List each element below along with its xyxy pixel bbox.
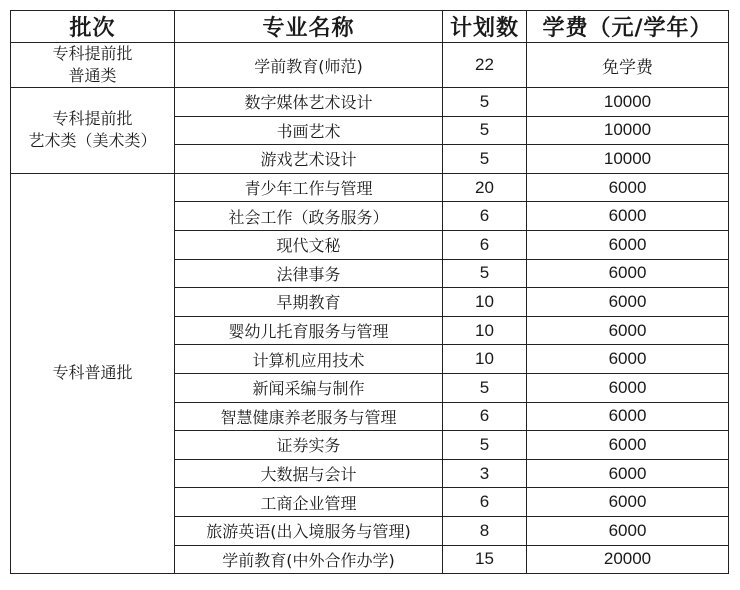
fee-cell: 20000 [527, 545, 729, 574]
major-cell: 学前教育(中外合作办学) [175, 545, 443, 574]
major-cell: 法律事务 [175, 259, 443, 288]
header-fee: 学费（元/学年） [527, 11, 729, 43]
major-cell: 书画艺术 [175, 116, 443, 145]
plan-cell: 5 [443, 259, 527, 288]
fee-cell: 6000 [527, 402, 729, 431]
fee-cell: 10000 [527, 88, 729, 117]
major-cell: 社会工作（政务服务） [175, 202, 443, 231]
fee-cell: 6000 [527, 288, 729, 317]
major-cell: 学前教育(师范) [175, 43, 443, 88]
plan-cell: 6 [443, 230, 527, 259]
table-row [11, 43, 729, 88]
plan-cell: 20 [443, 173, 527, 202]
table-row [11, 173, 729, 202]
major-cell: 现代文秘 [175, 230, 443, 259]
batch-line: 艺术类（美术类） [28, 131, 157, 151]
major-cell: 青少年工作与管理 [175, 173, 443, 202]
fee-cell: 10000 [527, 116, 729, 145]
fee-cell: 6000 [527, 316, 729, 345]
plan-cell: 22 [443, 43, 527, 88]
major-cell: 大数据与会计 [175, 459, 443, 488]
plan-cell: 10 [443, 316, 527, 345]
batch-line: 专科提前批 [52, 109, 133, 129]
batch-line: 普通类 [68, 66, 117, 85]
plan-cell: 10 [443, 288, 527, 317]
major-cell: 旅游英语(出入境服务与管理) [175, 516, 443, 545]
fee-cell: 6000 [527, 431, 729, 460]
plan-cell: 6 [443, 488, 527, 517]
fee-cell: 6000 [527, 173, 729, 202]
batch-line: 专科提前批 [52, 44, 133, 63]
fee-cell: 6000 [527, 230, 729, 259]
major-cell: 早期教育 [175, 288, 443, 317]
major-cell: 证券实务 [175, 431, 443, 460]
batch-cell [11, 88, 175, 174]
fee-cell: 6000 [527, 259, 729, 288]
fee-cell: 免学费 [527, 43, 729, 88]
header-batch: 批次 [11, 11, 175, 43]
plan-cell: 5 [443, 431, 527, 460]
fee-cell: 6000 [527, 373, 729, 402]
table-row [11, 88, 729, 117]
major-cell: 智慧健康养老服务与管理 [175, 402, 443, 431]
admission-plan-table [10, 10, 729, 574]
plan-cell: 5 [443, 88, 527, 117]
header-row [11, 11, 729, 43]
plan-cell: 5 [443, 373, 527, 402]
fee-cell: 6000 [527, 488, 729, 517]
fee-cell: 6000 [527, 516, 729, 545]
plan-cell: 6 [443, 202, 527, 231]
major-cell: 婴幼儿托育服务与管理 [175, 316, 443, 345]
plan-cell: 15 [443, 545, 527, 574]
plan-cell: 5 [443, 145, 527, 174]
header-plan: 计划数 [443, 11, 527, 43]
plan-cell: 6 [443, 402, 527, 431]
batch-cell [11, 173, 175, 573]
header-major: 专业名称 [175, 11, 443, 43]
major-cell: 新闻采编与制作 [175, 373, 443, 402]
major-cell: 工商企业管理 [175, 488, 443, 517]
fee-cell: 10000 [527, 145, 729, 174]
batch-cell [11, 43, 175, 88]
fee-cell: 6000 [527, 459, 729, 488]
major-cell: 计算机应用技术 [175, 345, 443, 374]
batch-line: 专科普通批 [52, 363, 133, 383]
plan-cell: 8 [443, 516, 527, 545]
major-cell: 游戏艺术设计 [175, 145, 443, 174]
plan-cell: 10 [443, 345, 527, 374]
fee-cell: 6000 [527, 202, 729, 231]
plan-cell: 3 [443, 459, 527, 488]
plan-cell: 5 [443, 116, 527, 145]
fee-cell: 6000 [527, 345, 729, 374]
major-cell: 数字媒体艺术设计 [175, 88, 443, 117]
